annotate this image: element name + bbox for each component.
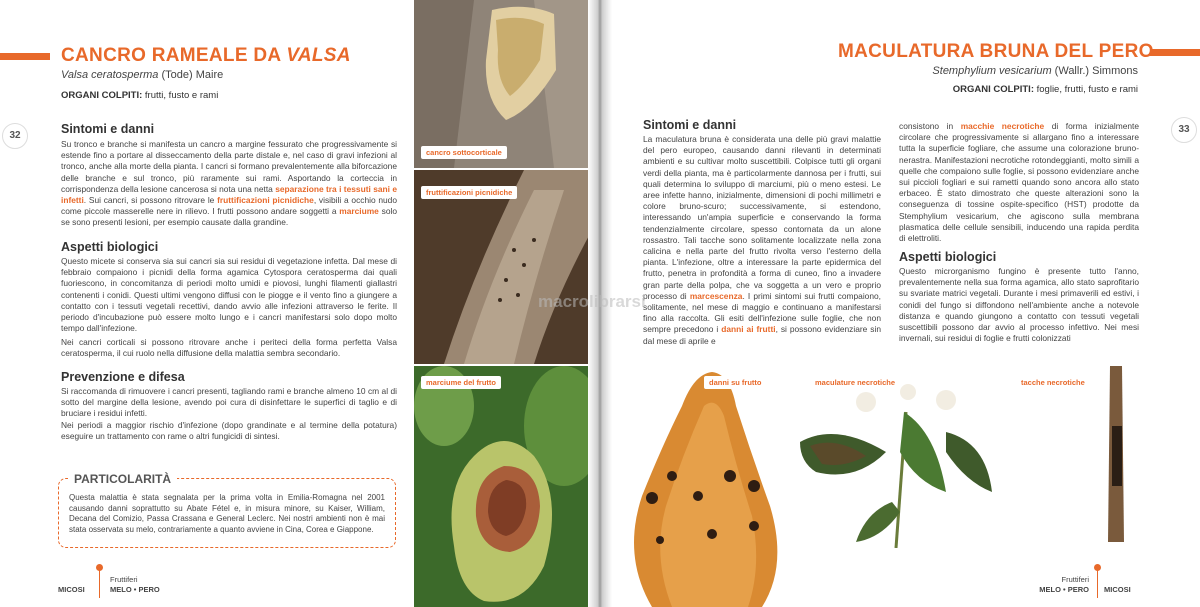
watermark: macrolibrarsi xyxy=(538,292,646,311)
photo-pycnidia-branch xyxy=(414,170,592,364)
footer-category-right: Fruttiferi xyxy=(1061,575,1089,584)
photo-label-fruit-rot: marciume del frutto xyxy=(421,376,501,389)
paragraph-biology-right: Questo microrganismo fungino è presente tutto l'anno, prevalentemente nella sua forma agamica, allo stato saprofitario su svariate matrici vegetali. Durante i mesi primaverili ed estivi, i conidi del fungo si diffondono nell'ambiente anche a notevole distanza e quando giungono a contatto con tessuti vegetali suscettibili possono dar avvio al processo infettivo. Nei mesi invernali, sui residui di foglie e frutti colonizzati xyxy=(899,266,1139,344)
page-number-right: 33 xyxy=(1171,117,1197,143)
affected-organs-left: ORGANI COLPITI: frutti, fusto e rami xyxy=(61,90,219,101)
page-number-left: 32 xyxy=(2,123,28,149)
footer-divider-right xyxy=(1097,570,1098,598)
footer-section-right: MICOSI xyxy=(1104,585,1131,594)
photo-label-pycnidia: fruttificazioni picnidiche xyxy=(421,186,517,199)
photo-label-fruit-damage: danni su frutto xyxy=(704,376,767,389)
section-heading-symptoms-left: Sintomi e danni xyxy=(61,122,155,136)
section-heading-biology-left: Aspetti biologici xyxy=(61,240,159,254)
photo-necrotic-twig xyxy=(1100,366,1130,542)
footer-dot-left xyxy=(96,564,103,571)
paragraph-symptoms-2-right: consistono in macchie necrotiche di forma inizialmente circolare che progressivamente si allargano fino a interessare tutta la superficie fogliare, che assume una colorazione bruno-nerastra. Manifestazioni necrotiche rotondeggianti, molto simili a quelle che compaiono sulle foglie, si possono evidenziare anche sui piccioli fogliari e sui rametti quando sono ancora allo stato erbaceo. È stato dimostrato che queste alterazioni sono la conseguenza di tossine ospite-specifico (HST) prodotte da Stemphylium vesicarium, che agiscono sulla membrana plasmatica delle cellule sensibili, inducendo una rapida perdita di elettroliti. xyxy=(899,121,1140,244)
section-heading-prevention-left: Prevenzione e difesa xyxy=(61,370,185,384)
scientific-name-right: Stemphylium vesicarium (Wallr.) Simmons xyxy=(932,65,1138,77)
photo-label-necrotic-spots: maculature necrotiche xyxy=(810,376,900,389)
photo-fruit-rot xyxy=(414,366,592,607)
particularity-box xyxy=(58,478,396,548)
footer-divider-left xyxy=(99,570,100,598)
footer-dot-right xyxy=(1094,564,1101,571)
photo-label-canker: cancro sottocorticale xyxy=(421,146,507,159)
section-heading-symptoms-right: Sintomi e danni xyxy=(643,118,737,132)
particularity-heading: PARTICOLARITÀ xyxy=(68,472,177,486)
footer-section-left: MICOSI xyxy=(58,585,85,594)
paragraph-prevention-2-left: Nei periodi a maggior rischio d'infezione (dopo grandinate e al termine della potatura) eseguire un trattamento con rame o altri fungicidi di sintesi. xyxy=(61,420,397,442)
title-bar-right xyxy=(1150,49,1200,56)
particularity-text: Questa malattia è stata segnalata per la prima volta in Emilia-Romagna nel 2001 causando danni soprattutto su Abate Fétel e, in misura minore, su Kaiser, William, Decana del Comizio, Passa Crassana e General Leclerc. Nei nostri ambienti non è mai stata osservata su melo, contrariamente a quanto avviene in Cina, Corea e Giappone. xyxy=(69,493,385,534)
page-title-right: MACULATURA BRUNA DEL PERO xyxy=(838,41,1154,62)
footer-crop-right: MELO • PERO xyxy=(1039,585,1089,594)
photo-bark-canker xyxy=(414,0,592,168)
title-bar-left xyxy=(0,53,50,60)
affected-organs-right: ORGANI COLPITI: foglie, frutti, fusto e rami xyxy=(952,84,1138,95)
paragraph-biology-left: Questo micete si conserva sia sui cancri sia sui residui di vegetazione infetta. Dal mese di febbraio compaiono i picnidi della forma agamica Cytospora ceratosperma dai quali fuoriescono, in concomitanza di periodi molto umidi e piovosi, lunghi filamenti giallastri contenenti i conidi. Questi ultimi vengono diffusi con le piogge e il vento fino a giungere a contatto con i tessuti vegetali recettivi, dando avvio alle infezioni attraverso le ferite. Il periodo d'incubazione può essere molto lungo e i cancri manifestarsi solo dopo molto tempo dall'infezione. xyxy=(61,256,397,334)
section-heading-biology-right: Aspetti biologici xyxy=(899,250,997,264)
paragraph-symptoms-left: Su tronco e branche si manifesta un cancro a margine fessurato che progressivamente si estende fino a portare al disseccamento della parte distale e, nel caso di gravi infezioni al tronco, anche alla morte della pianta. I cancri si formano prevalentemente alla biforcazione delle branche e sul tronco, più raramente sui rami. Asportando la corteccia in corrispondenza della lesione cancerosa si nota una netta separazione tra i tessuti sani e infetti. Sui cancri, si possono ritrovare le fruttificazioni picnidiche, visibili a occhio nudo come piccole masserelle nere in rilievo. I frutti possono andare soggetti a marciume solo se sono presenti lesioni, per esempio causate dalla grandine. xyxy=(61,139,397,228)
scientific-name-left: Valsa ceratosperma (Tode) Maire xyxy=(61,69,224,81)
paragraph-biology-2-left: Nei cancri corticali si possono ritrovare anche i periteci della forma perfetta Valsa ceratosperma, il cui ruolo nella diffusione della malattia sembra secondario. xyxy=(61,337,397,359)
photo-necrotic-leaves xyxy=(796,372,996,548)
page-title-left: CANCRO RAMEALE DA VALSA xyxy=(61,45,351,66)
footer-category-left: Fruttiferi xyxy=(110,575,138,584)
footer-crop-left: MELO • PERO xyxy=(110,585,160,594)
photo-spotted-pear xyxy=(612,366,792,607)
photo-label-necrotic-lesions: tacche necrotiche xyxy=(1016,376,1090,389)
paragraph-prevention-left: Si raccomanda di rimuovere i cancri presenti, tagliando rami e branche almeno 10 cm al di sotto del margine della lesione, avendo poi cura di disinfettare le superfici di taglio e di bruciare i residui infetti. xyxy=(61,386,397,419)
paragraph-symptoms-right: La maculatura bruna è considerata una delle più gravi malattie del pero europeo, causando danni rilevanti in determinati ambienti e su cultivar molto suscettibili. Colpisce tutti gli organi verdi della pianta, ma è particolarmente dannosa per i frutti, sui quali determina lo sviluppo di marciumi, più o meno estesi. Le aree infette hanno, inizialmente, dimensioni di pochi millimetri e colore bruno-scuro; successivamente, si estendono, interessando un'ampia superficie e conservando la forma tendenzialmente circolare, spesso contornata da un alone rossastro. Tali tacche sono solitamente localizzate nella zona calicina e nella parte del frutto rivolta verso l'esterno della pianta. L'infezione, oltre a interessare la parte epidermica del frutto, penetra in profondità a forma di cuneo, fino a invadere gran parte della polpa, che va soggetta a un vero e proprio processo di marcescenza. I primi sintomi sui frutti compaiono, solitamente, nel mese di maggio e continuano a manifestarsi fino alla raccolta. Gli esiti dell'infezione sulle foglie, che non sempre precedono i danni ai frutti, si possono evidenziare sin dal mese di aprile e xyxy=(643,134,881,346)
